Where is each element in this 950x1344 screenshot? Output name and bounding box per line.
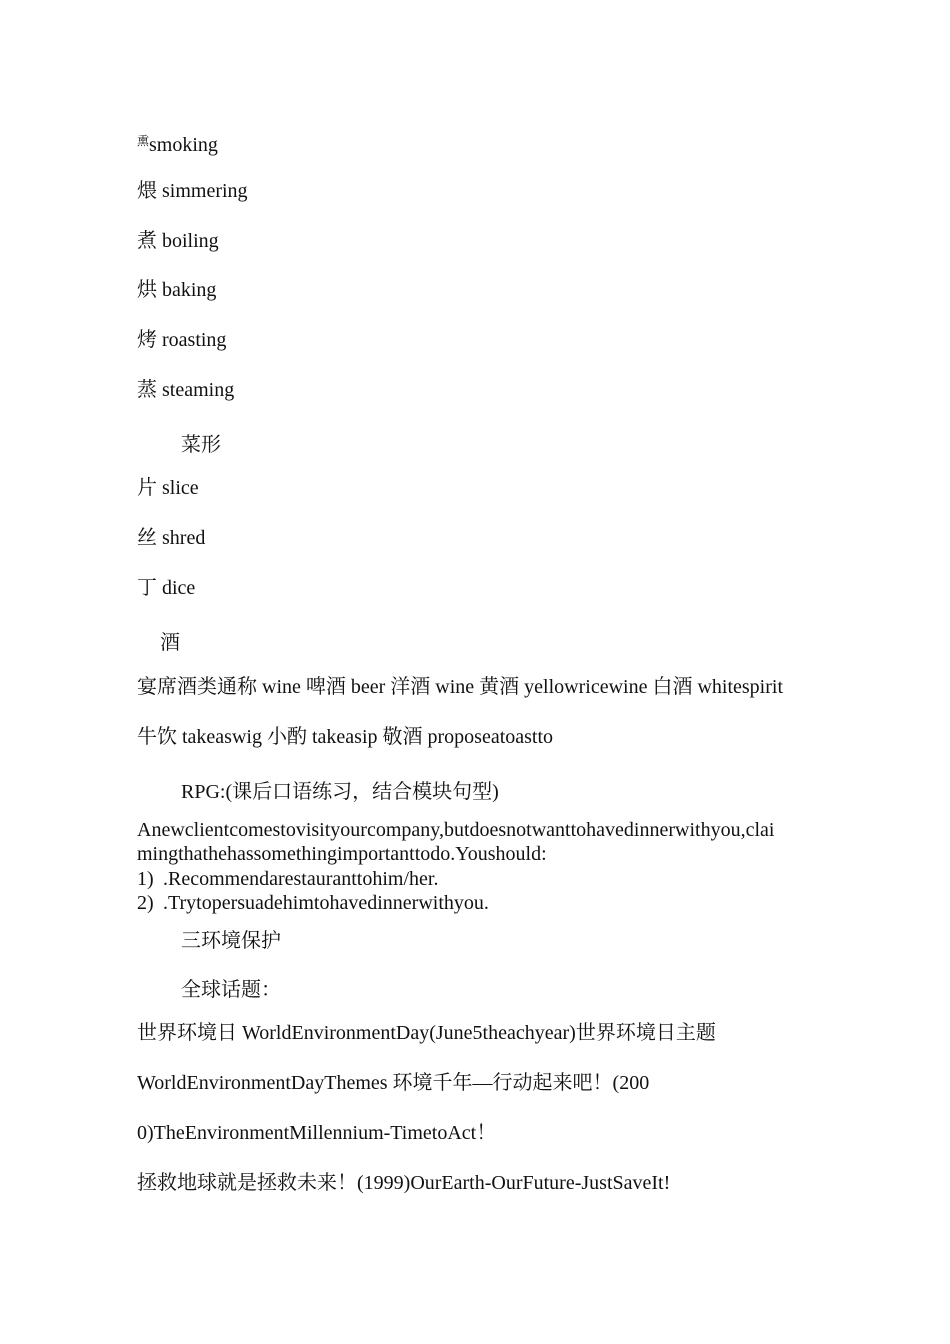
term-en: slice: [162, 477, 199, 499]
wine-heading: 酒: [160, 632, 180, 654]
term-zh: 丁: [137, 577, 157, 599]
rpg-heading: RPG:(课后口语练习，结合模块句型): [181, 781, 499, 803]
term-en: baking: [162, 279, 217, 301]
term-boiling: [137, 229, 219, 253]
wine-line-2: 牛饮 takeaswig 小酌 takeasip 敬酒 proposeatoastto: [137, 726, 554, 748]
list-text: .Trytopersuadehimtohavedinnerwithyou.: [163, 892, 489, 914]
shape-heading: 菜形: [181, 434, 221, 456]
list-text: .Recommendarestauranttohim/her.: [163, 868, 439, 890]
term-roasting: [137, 328, 226, 352]
term-en: simmering: [162, 180, 248, 202]
term-en: boiling: [162, 230, 219, 252]
list-number: 1): [137, 868, 154, 890]
env-line-4: 拯救地球就是拯救未来！(1999)OurEarth-OurFuture-JustSaveIt!: [137, 1172, 671, 1194]
term-zh: 烘: [137, 279, 157, 301]
rpg-item-1: [137, 867, 438, 891]
term-baking: [137, 278, 216, 302]
term-en: dice: [162, 577, 196, 599]
term-zh: 片: [137, 477, 157, 499]
term-simmering: [137, 179, 248, 203]
term-slice: [137, 476, 199, 500]
term-en: roasting: [162, 329, 227, 351]
rpg-text-line-2: mingthathehassomethingimportanttodo.Youshould:: [137, 843, 547, 865]
rpg-text-line-1: Anewclientcomestovisityourcompany,butdoesnotwanttohavedinnerwithyou,clai: [137, 819, 775, 841]
env-line-1: 世界环境日 WorldEnvironmentDay(June5theachyear)世界环境日主题: [137, 1022, 716, 1044]
term-en: steaming: [162, 379, 235, 401]
list-number: 2): [137, 892, 154, 914]
term-dice: [137, 576, 195, 600]
section-heading: 三环境保护: [181, 930, 281, 952]
rpg-item-2: [137, 891, 489, 915]
term-zh: 蒸: [137, 379, 157, 401]
env-line-2: WorldEnvironmentDayThemes 环境千年—行动起来吧！(200: [137, 1072, 650, 1094]
wine-line-1: 宴席酒类通称 wine 啤酒 beer 洋酒 wine 黄酒 yellowricewine 白酒 whitespirit: [137, 676, 783, 698]
term-shred: [137, 526, 205, 550]
term-zh: 煮: [137, 230, 157, 252]
term-zh: 烤: [137, 329, 157, 351]
term-zh: 煨: [137, 180, 157, 202]
global-topics-heading: 全球话题：: [181, 979, 281, 1001]
term-en: shred: [162, 527, 206, 549]
term-smoking: [137, 129, 218, 157]
term-steaming: [137, 378, 234, 402]
env-line-3: 0)TheEnvironmentMillennium-TimetoAct！: [137, 1122, 497, 1144]
term-zh: 熏: [137, 134, 150, 148]
term-en: smoking: [149, 134, 218, 156]
term-zh: 丝: [137, 527, 157, 549]
